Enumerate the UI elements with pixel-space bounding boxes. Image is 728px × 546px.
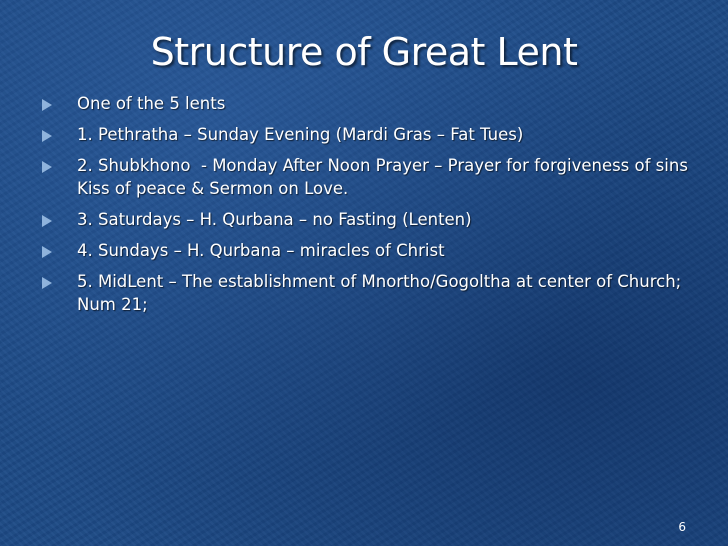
triangle-right-icon (42, 215, 52, 227)
bullet-text: One of the 5 lents (77, 94, 226, 113)
bullet-text: 4. Sundays – H. Qurbana – miracles of Christ (77, 241, 445, 260)
slide-title: Structure of Great Lent (150, 30, 578, 74)
page-number: 6 (678, 520, 686, 534)
bullet-item (40, 92, 700, 115)
bullet-item (40, 239, 700, 262)
triangle-right-icon (42, 130, 52, 142)
bullet-text: 2. Shubkhono - Monday After Noon Prayer – Prayer for forgiveness of sins Kiss of peace & Sermon on Love. (77, 156, 694, 198)
triangle-right-icon (42, 99, 52, 111)
bullet-text: 1. Pethratha – Sunday Evening (Mardi Gras – Fat Tues) (77, 125, 524, 144)
bullet-item (40, 154, 700, 200)
triangle-right-icon (42, 277, 52, 289)
bullet-text: 5. MidLent – The establishment of Mnortho/Gogoltha at center of Church; Num 21; (77, 272, 687, 314)
bullet-item (40, 208, 700, 231)
triangle-right-icon (42, 246, 52, 258)
bullet-item (40, 123, 700, 146)
bullet-text: 3. Saturdays – H. Qurbana – no Fasting (Lenten) (77, 210, 472, 229)
triangle-right-icon (42, 161, 52, 173)
bullet-list (40, 92, 700, 324)
bullet-item (40, 270, 700, 316)
